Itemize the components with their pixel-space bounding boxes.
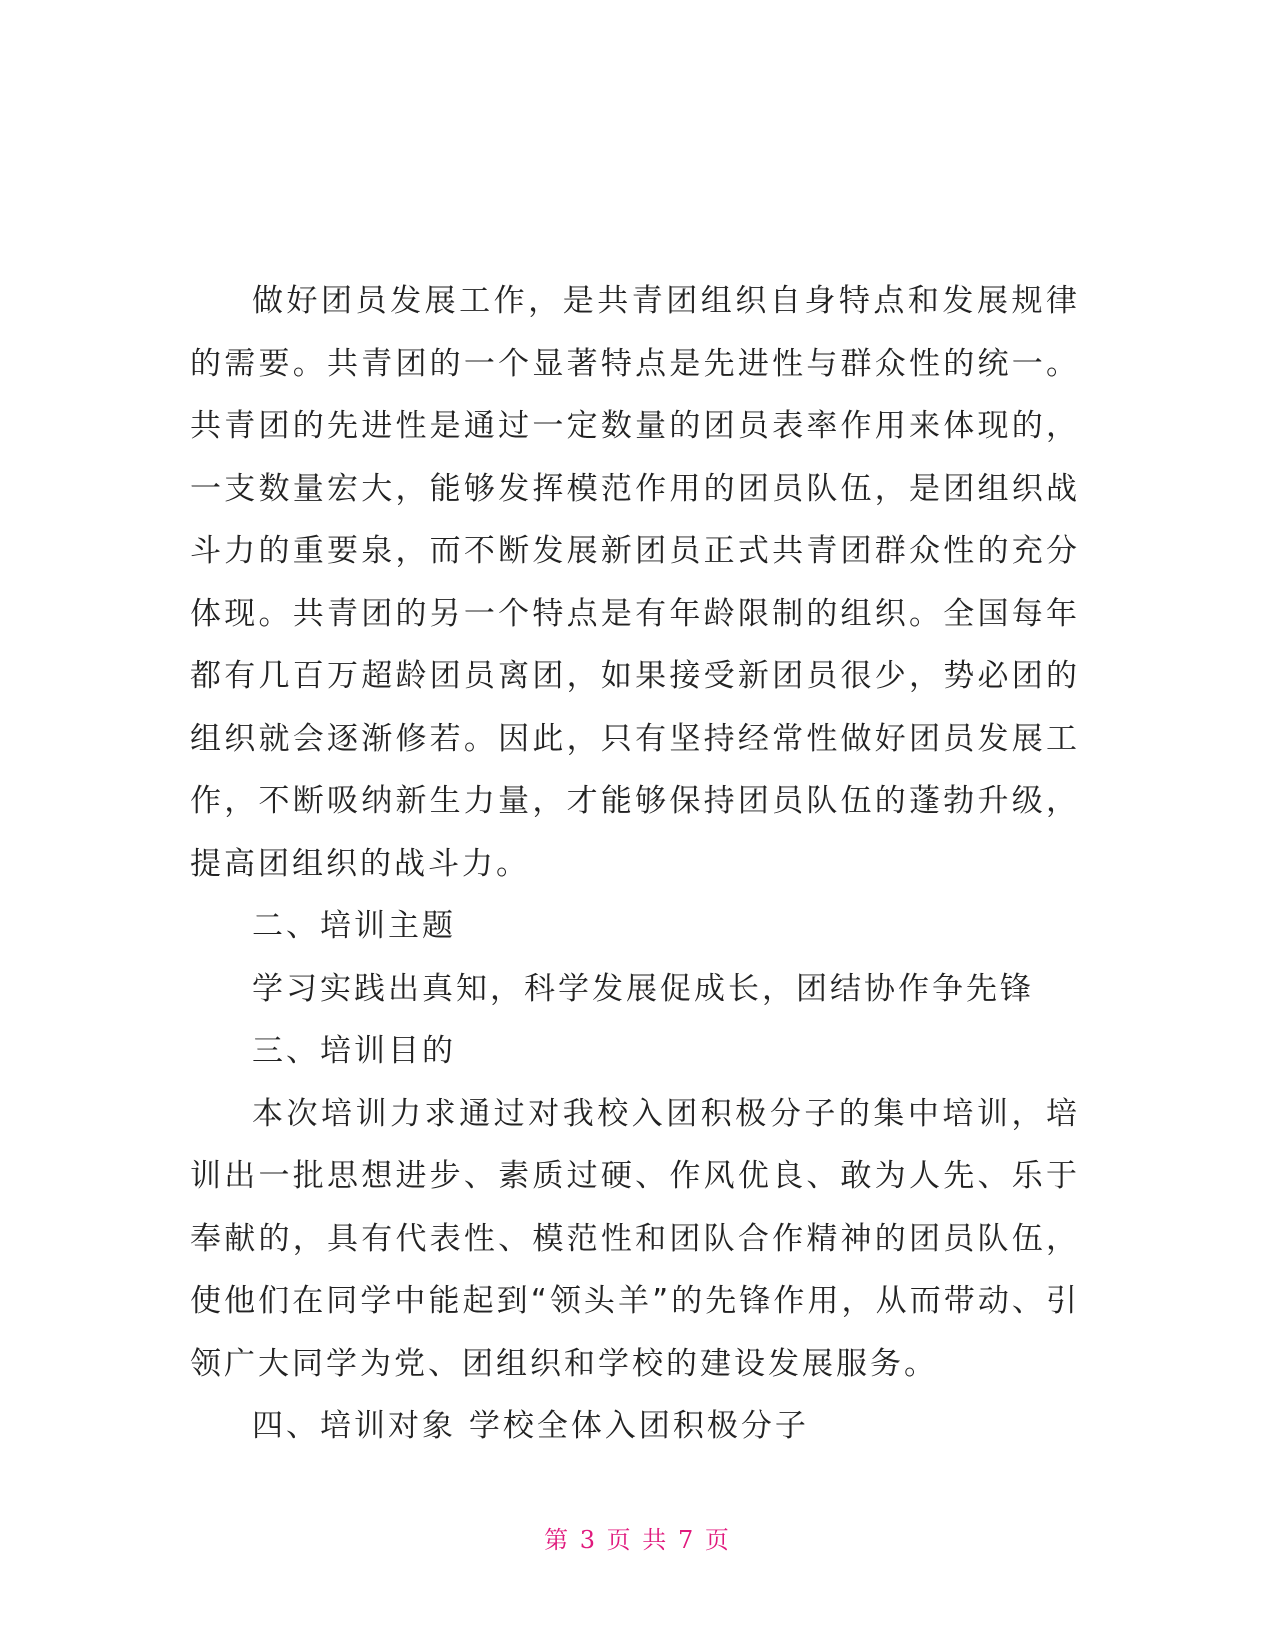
document-body <box>190 270 1080 1458</box>
section-heading-training-theme: 二、培训主题 <box>252 908 456 944</box>
section-heading-training-target: 四、培训对象 学校全体入团积极分子 <box>252 1408 809 1444</box>
section-heading-training-purpose: 三、培训目的 <box>252 1033 456 1069</box>
training-theme-text: 学习实践出真知，科学发展促成长，团结协作争先锋 <box>252 970 1034 1007</box>
paragraph-member-development: 做好团员发展工作，是共青团组织自身特点和发展规律的需要。共青团的一个显著特点是先进性与群众性的统一。共青团的先进性是通过一定数量的团员表率作用来体现的，一支数量宏大，能够发挥模范作用的团员队伍，是团组织战斗力的重要泉，而不断发展新团员正式共青团群众性的充分体现。共青团的另一个特点是有年龄限制的组织。全国每年都有几百万超龄团员离团，如果接受新团员很少，势必团的组织就会逐渐修若。因此，只有坚持经常性做好团员发展工作，不断吸纳新生力量，才能够保持团员队伍的蓬勃升级，提高团组织的战斗力。 <box>190 283 1080 882</box>
paragraph-training-purpose: 本次培训力求通过对我校入团积极分子的集中培训，培训出一批思想进步、素质过硬、作风优良、敢为人先、乐于奉献的，具有代表性、模范性和团队合作精神的团员队伍，使他们在同学中能起到“领头羊”的先锋作用，从而带动、引领广大同学为党、团组织和学校的建设发展服务。 <box>190 1095 1080 1382</box>
page-number-footer: 第 3 页 共 7 页 <box>544 1526 731 1554</box>
